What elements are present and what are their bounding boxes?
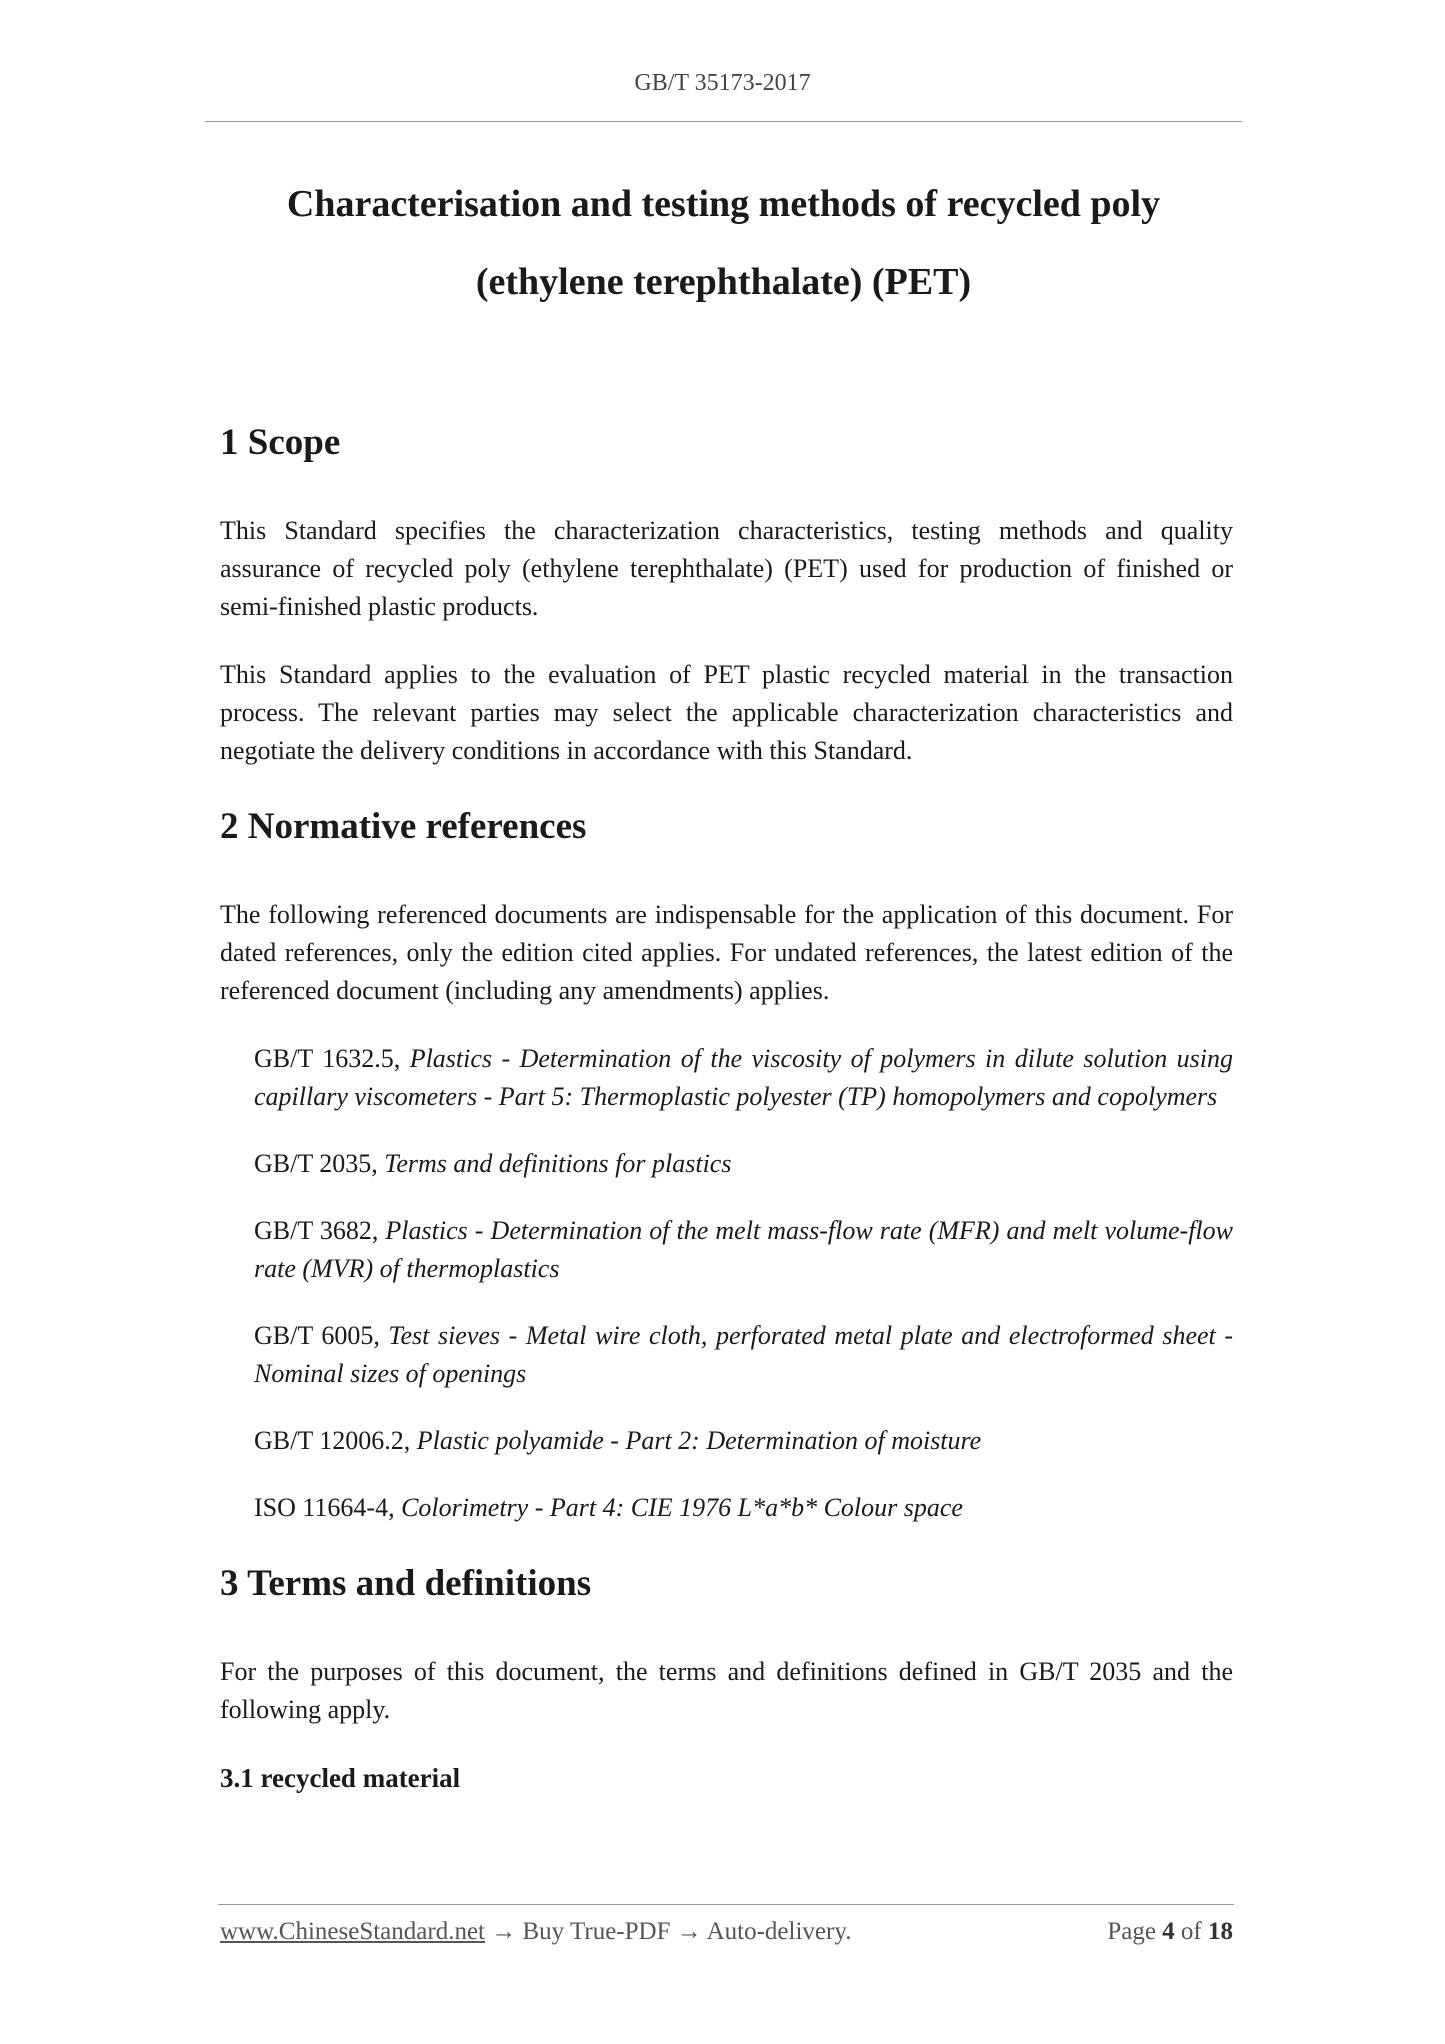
of-label: of — [1180, 1918, 1202, 1945]
reference-item — [254, 1422, 1233, 1460]
arrow-icon: → — [491, 1918, 517, 1945]
reference-title: Plastic polyamide - Part 2: Determination of moisture — [416, 1426, 982, 1455]
current-page: 4 — [1162, 1918, 1175, 1945]
reference-item — [254, 1317, 1233, 1393]
auto-delivery-text: Auto-delivery. — [706, 1918, 852, 1945]
reference-title: Test sieves - Metal wire cloth, perforated metal plate and electroformed sheet - Nominal sizes of openings — [254, 1321, 1233, 1388]
reference-code: ISO 11664-4, — [254, 1493, 402, 1522]
reference-item — [254, 1145, 1233, 1183]
scope-paragraph-2: This Standard applies to the evaluation of PET plastic recycled material in the transaction process. The relevant parties may select the applicable characterization characteristics and negotiate the delivery conditions in accordance with this Standard. — [220, 660, 1233, 765]
section-heading-scope: 1 Scope — [220, 422, 341, 463]
reference-item — [254, 1489, 1233, 1527]
page-footer — [220, 1918, 1233, 1946]
reference-item — [254, 1040, 1233, 1116]
terms-paragraph: For the purposes of this document, the terms and definitions defined in GB/T 2035 and the following apply. — [220, 1657, 1233, 1724]
reference-title: Plastics - Determination of the melt mass-flow rate (MFR) and melt volume-flow rate (MVR) of thermoplastics — [254, 1216, 1233, 1283]
reference-code: GB/T 1632.5, — [254, 1044, 410, 1073]
buy-true-pdf-text: Buy True-PDF — [522, 1918, 671, 1945]
title-line-2: (ethylene terephthalate) (PET) — [475, 261, 972, 303]
document-title — [205, 165, 1242, 321]
section-heading-terms: 3 Terms and definitions — [220, 1563, 592, 1604]
reference-code: GB/T 6005, — [254, 1321, 389, 1350]
reference-title: Terms and definitions for plastics — [384, 1149, 732, 1178]
total-pages: 18 — [1208, 1918, 1233, 1945]
reference-code: GB/T 12006.2, — [254, 1426, 417, 1455]
running-header: GB/T 35173-2017 — [634, 70, 811, 96]
normative-references-paragraph: The following referenced documents are indispensable for the application of this document. For dated references, only the edition cited applies. For undated references, the latest edition of the referenced document (including any amendments) applies. — [220, 900, 1233, 1005]
section-heading-normative-references: 2 Normative references — [220, 806, 587, 847]
scope-paragraph-1: This Standard specifies the characterization characteristics, testing methods and quality assurance of recycled poly (ethylene terephthalate) (PET) used for production of finished or semi-finished plastic products. — [220, 516, 1233, 621]
header-divider — [205, 121, 1242, 122]
arrow-icon: → — [676, 1918, 702, 1945]
footer-divider — [218, 1904, 1234, 1905]
subsection-heading-recycled-material: 3.1 recycled material — [220, 1763, 461, 1793]
document-body — [220, 420, 1233, 1797]
reference-code: GB/T 2035, — [254, 1149, 385, 1178]
reference-code: GB/T 3682, — [254, 1216, 386, 1245]
page-label: Page — [1107, 1918, 1156, 1945]
reference-item — [254, 1212, 1233, 1288]
title-line-1: Characterisation and testing methods of recycled poly — [286, 183, 1161, 225]
reference-title: Plastics - Determination of the viscosity of polymers in dilute solution using capillary viscometers - Part 5: Thermoplastic polyester (TP) homopolymers and copolymers — [254, 1044, 1233, 1111]
website-link[interactable]: www.ChineseStandard.net — [220, 1918, 485, 1945]
page-number — [1107, 1918, 1233, 1946]
reference-title: Colorimetry - Part 4: CIE 1976 L*a*b* Colour space — [401, 1493, 963, 1522]
